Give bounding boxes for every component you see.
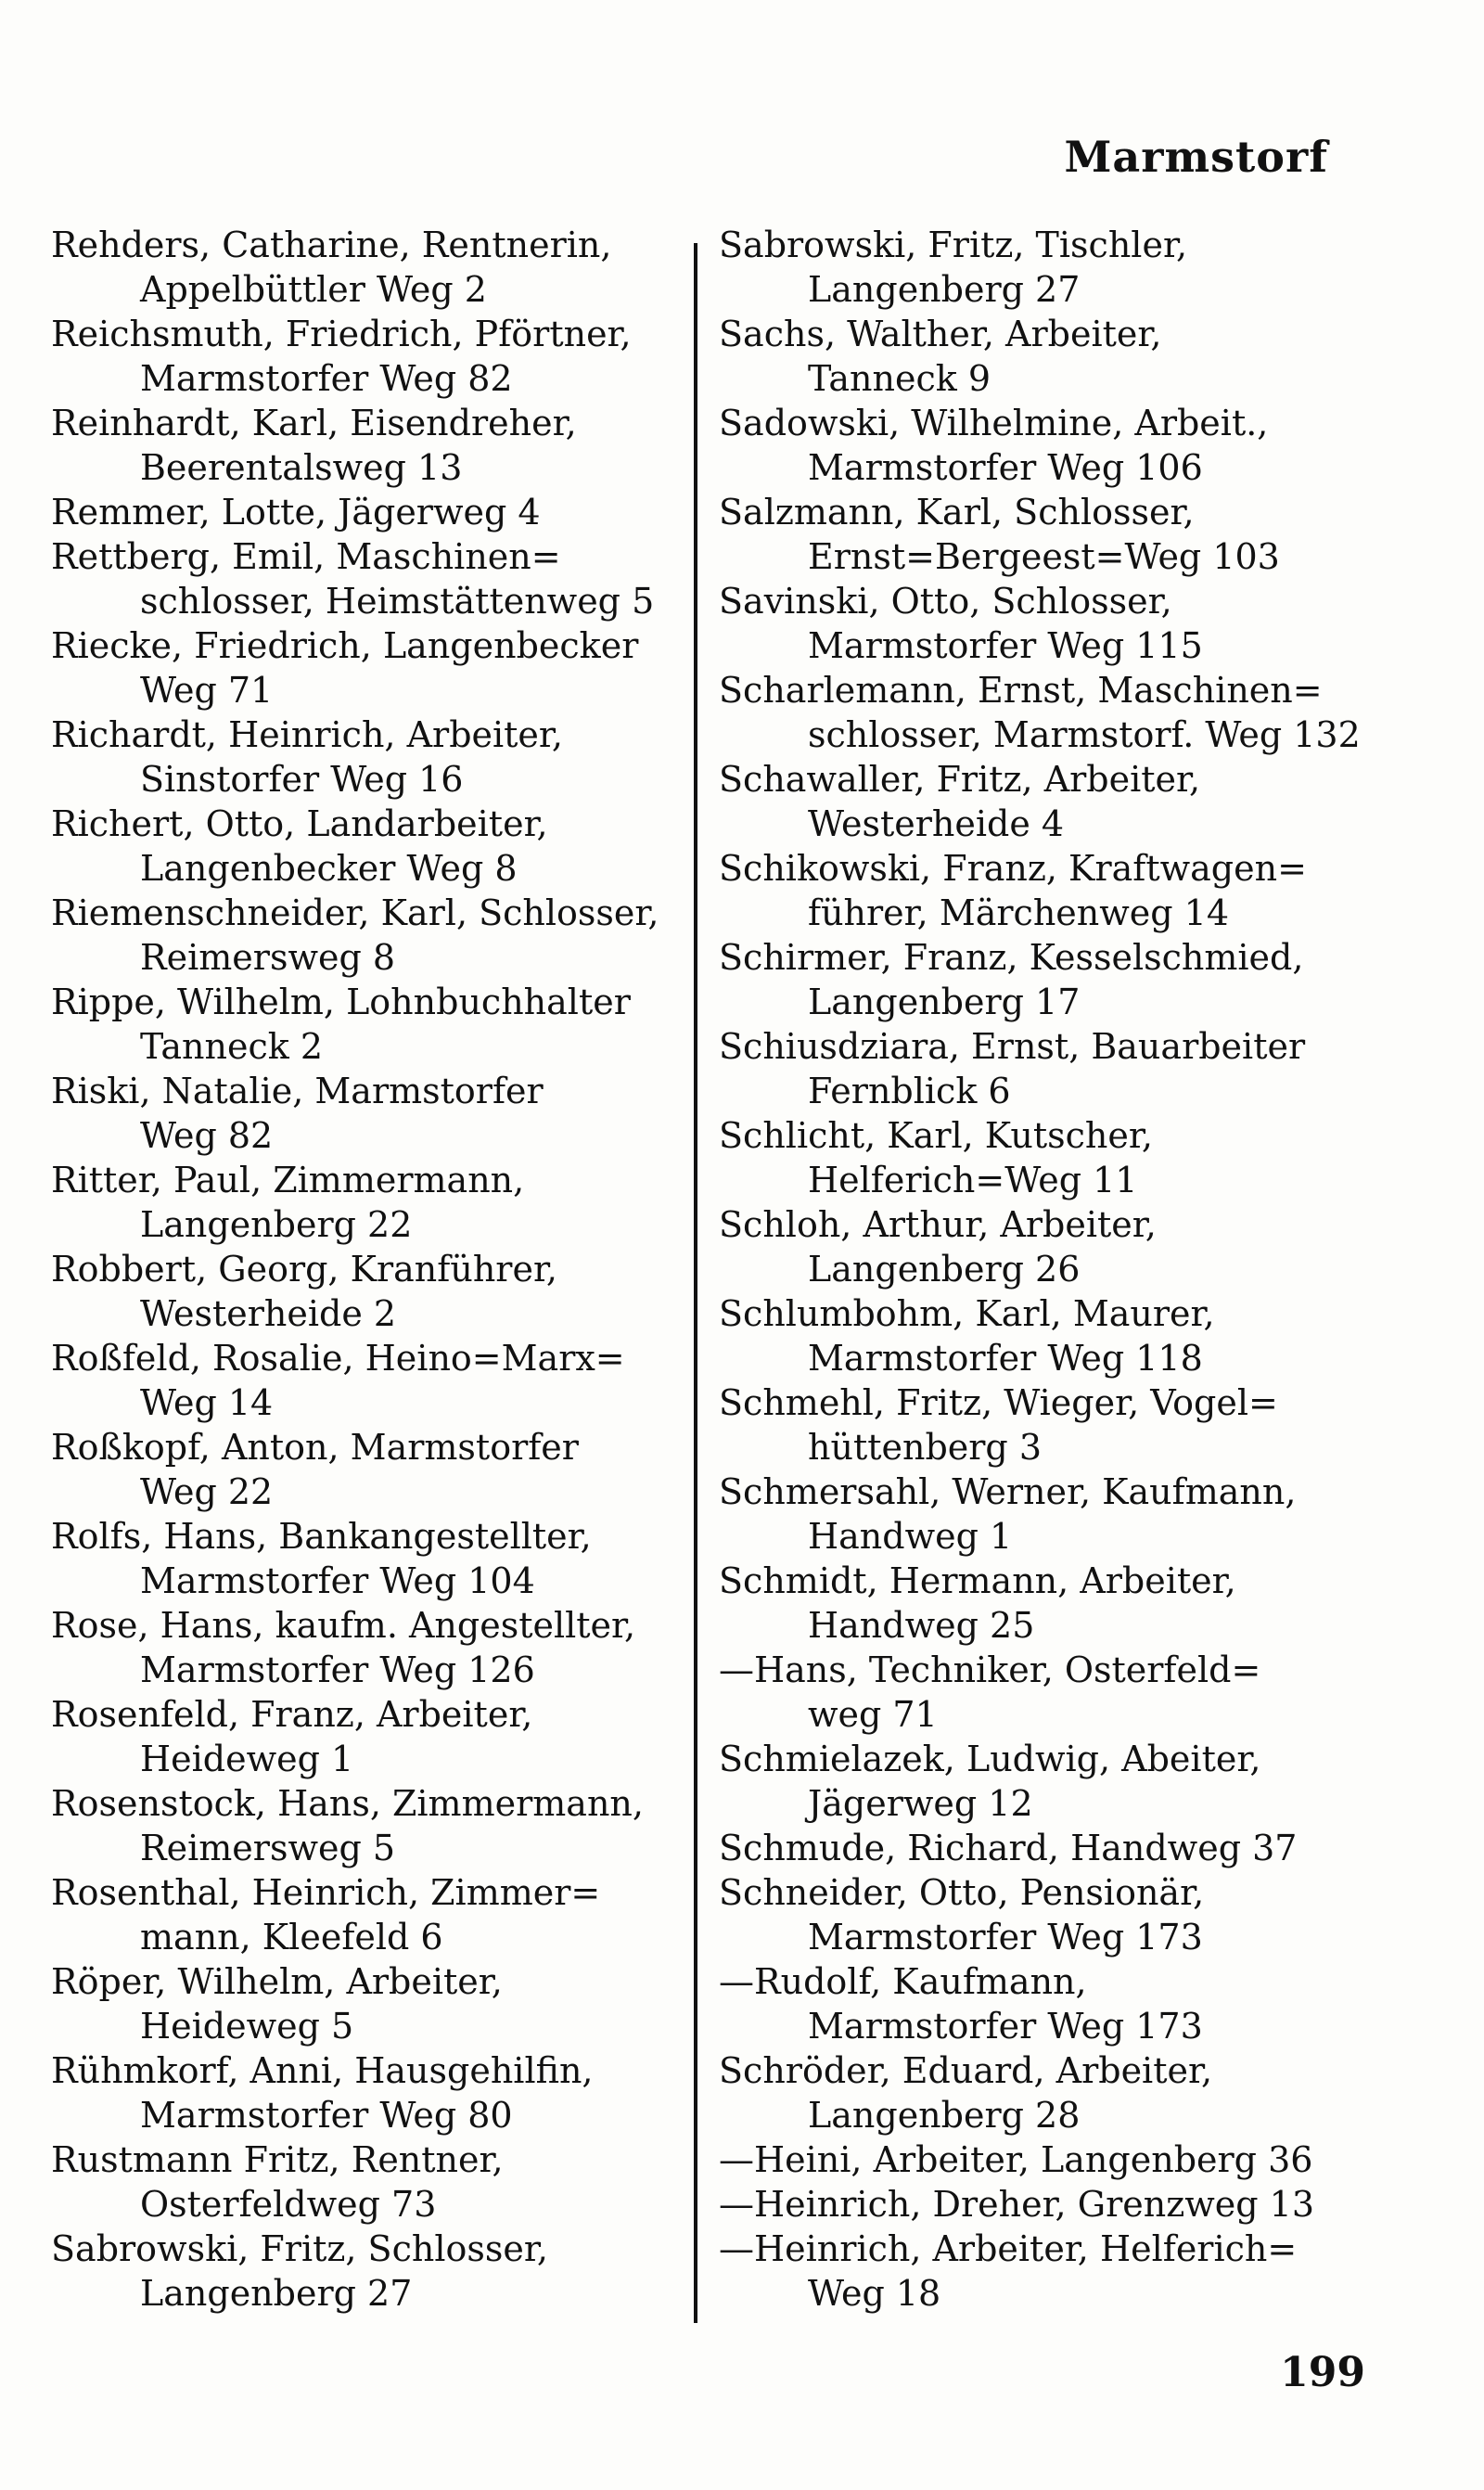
entry-name-line: Reinhardt, Karl, Eisendreher, xyxy=(51,403,577,443)
directory-entry xyxy=(719,935,1387,1024)
entry-address-line: hüttenberg 3 xyxy=(808,1427,1043,1468)
entry-address-line: Westerheide 2 xyxy=(140,1293,397,1334)
directory-entry xyxy=(51,534,691,623)
entry-address-line: Tanneck 2 xyxy=(140,1026,324,1067)
entry-name-line: Riecke, Friedrich, Langenbecker xyxy=(51,625,639,666)
directory-entry xyxy=(51,490,691,534)
directory-entry xyxy=(719,1737,1387,1826)
entry-address-line: Langenberg 26 xyxy=(808,1249,1081,1290)
entry-name-line: Schmersahl, Werner, Kaufmann, xyxy=(719,1471,1297,1512)
left-column xyxy=(51,223,691,2316)
entry-address-line: Westerheide 4 xyxy=(808,803,1065,844)
entry-address-line: Heideweg 1 xyxy=(140,1739,354,1779)
directory-entry xyxy=(51,1870,691,1959)
entry-address-line: Marmstorfer Weg 82 xyxy=(140,358,513,399)
entry-name-line: Rosenstock, Hans, Zimmermann, xyxy=(51,1783,644,1824)
entry-address-line: Marmstorfer Weg 118 xyxy=(808,1338,1203,1379)
entry-address-line: weg 71 xyxy=(808,1694,938,1735)
entry-name-line: Riski, Natalie, Marmstorfer xyxy=(51,1071,544,1111)
entry-name-line: Rippe, Wilhelm, Lohnbuchhalter xyxy=(51,982,631,1022)
directory-entry xyxy=(719,1024,1387,1113)
entry-name-line: Schmude, Richard, Handweg 37 xyxy=(719,1828,1298,1868)
entry-address-line: Ernst=Bergeest=Weg 103 xyxy=(808,536,1280,577)
directory-entry xyxy=(719,2137,1387,2182)
entry-name-line: Schmidt, Hermann, Arbeiter, xyxy=(719,1560,1236,1601)
entry-address-line: Sinstorfer Weg 16 xyxy=(140,759,464,800)
directory-entry xyxy=(51,1959,691,2048)
entry-address-line: Osterfeldweg 73 xyxy=(140,2184,437,2225)
entry-name-line: Schlumbohm, Karl, Maurer, xyxy=(719,1293,1215,1334)
entry-name-line: Schröder, Eduard, Arbeiter, xyxy=(719,2050,1213,2091)
entry-address-line: Weg 82 xyxy=(140,1115,274,1156)
directory-entry xyxy=(719,1826,1387,1870)
entry-address-line: Reimersweg 8 xyxy=(140,937,396,978)
directory-entry xyxy=(719,2182,1387,2227)
entry-name-line: Reichsmuth, Friedrich, Pförtner, xyxy=(51,314,632,354)
entry-address-line: Marmstorfer Weg 106 xyxy=(808,447,1203,488)
entry-address-line: Marmstorfer Weg 173 xyxy=(808,2006,1203,2047)
entry-name-line: Schirmer, Franz, Kesselschmied, xyxy=(719,937,1304,978)
directory-entry xyxy=(51,1603,691,1692)
entry-name-line: Scharlemann, Ernst, Maschinen= xyxy=(719,670,1323,711)
entry-address-line: Langenberg 27 xyxy=(140,2273,413,2314)
entry-address-line: Beerentalsweg 13 xyxy=(140,447,463,488)
right-column xyxy=(719,223,1387,2316)
entry-address-line: Marmstorfer Weg 126 xyxy=(140,1649,535,1690)
entry-address-line: Marmstorfer Weg 104 xyxy=(140,1560,535,1601)
entry-address-line: Handweg 1 xyxy=(808,1516,1013,1557)
directory-entry xyxy=(51,2048,691,2137)
entry-name-line: Salzmann, Karl, Schlosser, xyxy=(719,492,1195,533)
entry-address-line: Jägerweg 12 xyxy=(808,1783,1033,1824)
entry-name-line: —Heini, Arbeiter, Langenberg 36 xyxy=(719,2139,1313,2180)
entry-address-line: Marmstorfer Weg 115 xyxy=(808,625,1203,666)
directory-entry xyxy=(719,490,1387,579)
entry-name-line: Savinski, Otto, Schlosser, xyxy=(719,581,1172,622)
directory-entry xyxy=(51,712,691,802)
directory-entry xyxy=(51,1781,691,1870)
directory-entry xyxy=(51,802,691,891)
directory-entry xyxy=(719,1648,1387,1737)
entry-name-line: Röper, Wilhelm, Arbeiter, xyxy=(51,1961,503,2002)
entry-name-line: Rühmkorf, Anni, Hausgehilfin, xyxy=(51,2050,594,2091)
entry-name-line: Sachs, Walther, Arbeiter, xyxy=(719,314,1162,354)
directory-entry xyxy=(719,579,1387,668)
entry-address-line: führer, Märchenweg 14 xyxy=(808,892,1230,933)
entry-address-line: schlosser, Marmstorf. Weg 132 xyxy=(808,714,1361,755)
entry-name-line: Sabrowski, Fritz, Tischler, xyxy=(719,225,1188,265)
directory-entry xyxy=(51,2137,691,2227)
entry-address-line: Reimersweg 5 xyxy=(140,1828,396,1868)
directory-entry xyxy=(51,980,691,1069)
entry-address-line: Weg 22 xyxy=(140,1471,274,1512)
entry-address-line: Langenberg 27 xyxy=(808,269,1081,310)
page-number: 199 xyxy=(1280,2349,1365,2396)
directory-entry xyxy=(719,2048,1387,2137)
directory-entry xyxy=(719,1470,1387,1559)
entry-name-line: Richert, Otto, Landarbeiter, xyxy=(51,803,548,844)
entry-address-line: Langenbecker Weg 8 xyxy=(140,848,518,889)
entry-name-line: Richardt, Heinrich, Arbeiter, xyxy=(51,714,563,755)
entry-name-line: Schmehl, Fritz, Wieger, Vogel= xyxy=(719,1382,1278,1423)
directory-entry xyxy=(51,1692,691,1781)
entry-name-line: Schlicht, Karl, Kutscher, xyxy=(719,1115,1153,1156)
directory-entry xyxy=(51,312,691,401)
entry-name-line: Schneider, Otto, Pensionär, xyxy=(719,1872,1205,1913)
entry-name-line: —Hans, Techniker, Osterfeld= xyxy=(719,1649,1261,1690)
directory-entry xyxy=(719,1870,1387,1959)
entry-name-line: —Heinrich, Arbeiter, Helferich= xyxy=(719,2228,1298,2269)
directory-entry xyxy=(719,846,1387,935)
entry-address-line: Heideweg 5 xyxy=(140,2006,354,2047)
entry-address-line: Weg 71 xyxy=(140,670,274,711)
directory-entry xyxy=(719,1959,1387,2048)
directory-entry xyxy=(719,223,1387,312)
directory-entry xyxy=(719,1380,1387,1470)
entry-address-line: Marmstorfer Weg 80 xyxy=(140,2095,513,2136)
directory-entry xyxy=(719,1291,1387,1380)
entry-address-line: Fernblick 6 xyxy=(808,1071,1011,1111)
entry-name-line: Riemenschneider, Karl, Schlosser, xyxy=(51,892,659,933)
directory-entry xyxy=(51,1514,691,1603)
entry-address-line: Appelbüttler Weg 2 xyxy=(140,269,487,310)
entry-name-line: Sabrowski, Fritz, Schlosser, xyxy=(51,2228,548,2269)
directory-entry xyxy=(51,2227,691,2316)
directory-entry xyxy=(719,312,1387,401)
entry-address-line: Langenberg 22 xyxy=(140,1204,413,1245)
entry-name-line: Remmer, Lotte, Jägerweg 4 xyxy=(51,492,541,533)
entry-address-line: Langenberg 28 xyxy=(808,2095,1081,2136)
entry-address-line: mann, Kleefeld 6 xyxy=(140,1917,443,1957)
entry-name-line: —Rudolf, Kaufmann, xyxy=(719,1961,1087,2002)
entry-name-line: Roßkopf, Anton, Marmstorfer xyxy=(51,1427,579,1468)
directory-entry xyxy=(719,757,1387,846)
entry-address-line: Marmstorfer Weg 173 xyxy=(808,1917,1203,1957)
entry-address-line: schlosser, Heimstättenweg 5 xyxy=(140,581,655,622)
directory-entry xyxy=(51,1336,691,1425)
entry-name-line: Schmielazek, Ludwig, Abeiter, xyxy=(719,1739,1261,1779)
entry-name-line: Sadowski, Wilhelmine, Arbeit., xyxy=(719,403,1269,443)
entry-name-line: Schiusdziara, Ernst, Bauarbeiter xyxy=(719,1026,1306,1067)
directory-entry xyxy=(719,2227,1387,2316)
running-head: Marmstorf xyxy=(1064,132,1328,182)
directory-entry xyxy=(719,1113,1387,1202)
entry-name-line: Schikowski, Franz, Kraftwagen= xyxy=(719,848,1307,889)
entry-name-line: Robbert, Georg, Kranführer, xyxy=(51,1249,558,1290)
entry-name-line: —Heinrich, Dreher, Grenzweg 13 xyxy=(719,2184,1314,2225)
entry-name-line: Rustmann Fritz, Rentner, xyxy=(51,2139,504,2180)
entry-name-line: Schloh, Arthur, Arbeiter, xyxy=(719,1204,1157,1245)
entry-name-line: Rosenthal, Heinrich, Zimmer= xyxy=(51,1872,601,1913)
directory-entry xyxy=(51,1069,691,1158)
directory-entry xyxy=(51,1247,691,1336)
directory-entry xyxy=(719,668,1387,757)
entry-name-line: Rehders, Catharine, Rentnerin, xyxy=(51,225,612,265)
entry-name-line: Rose, Hans, kaufm. Angestellter, xyxy=(51,1605,636,1646)
entry-name-line: Rettberg, Emil, Maschinen= xyxy=(51,536,561,577)
entry-address-line: Helferich=Weg 11 xyxy=(808,1160,1138,1200)
entry-name-line: Schawaller, Fritz, Arbeiter, xyxy=(719,759,1201,800)
directory-entry xyxy=(51,1425,691,1514)
directory-entry xyxy=(719,1202,1387,1291)
directory-entry xyxy=(719,401,1387,490)
directory-entry xyxy=(51,223,691,312)
directory-entry xyxy=(51,401,691,490)
entry-address-line: Weg 14 xyxy=(140,1382,274,1423)
entry-name-line: Rosenfeld, Franz, Arbeiter, xyxy=(51,1694,533,1735)
directory-entry xyxy=(51,891,691,980)
entry-address-line: Tanneck 9 xyxy=(808,358,991,399)
column-divider xyxy=(694,243,697,2323)
directory-entry xyxy=(51,623,691,712)
entry-name-line: Rolfs, Hans, Bankangestellter, xyxy=(51,1516,592,1557)
entry-address-line: Langenberg 17 xyxy=(808,982,1081,1022)
entry-address-line: Weg 18 xyxy=(808,2273,941,2314)
entry-name-line: Ritter, Paul, Zimmermann, xyxy=(51,1160,525,1200)
directory-entry xyxy=(51,1158,691,1247)
entry-address-line: Handweg 25 xyxy=(808,1605,1035,1646)
directory-entry xyxy=(719,1559,1387,1648)
entry-name-line: Roßfeld, Rosalie, Heino=Marx= xyxy=(51,1338,625,1379)
